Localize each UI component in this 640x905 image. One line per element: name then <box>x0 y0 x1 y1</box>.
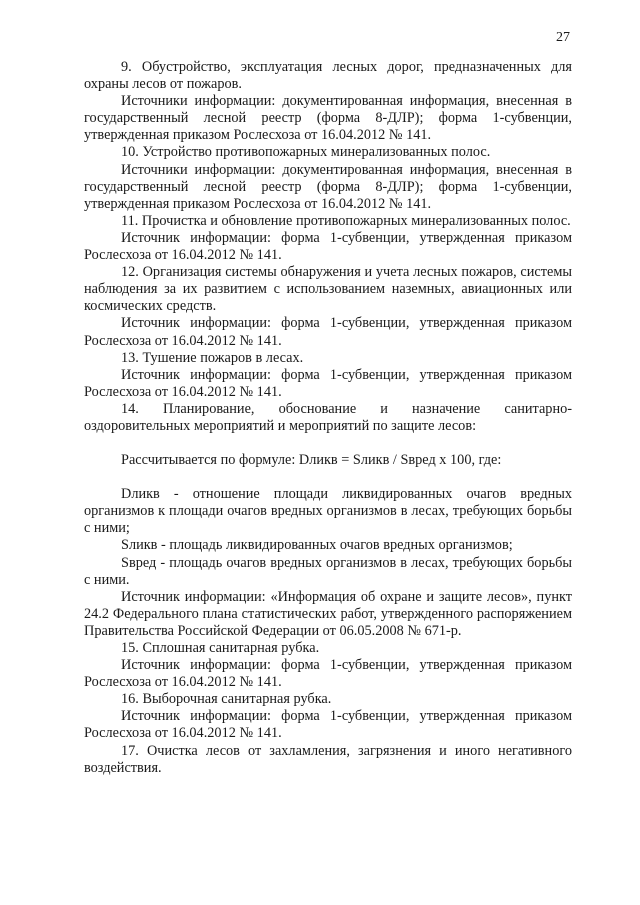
item-16: 16. Выборочная санитарная рубка. <box>121 691 332 708</box>
item-11: 11. Прочистка и обновление противопожарных минерализованных полос. <box>121 212 571 229</box>
source-14: Источник информации: «Информация об охране и защите лесов», пункт 24.2 Федерального плана статистических работ, утвержденного распоряжением Правительства Российской Федерации от 06.05.2008 № 671-р. <box>84 588 572 639</box>
source-12: Источник информации: форма 1-субвенции, утвержденная приказом Рослесхоза от 16.04.2012 № 141. <box>84 315 572 349</box>
item-9: 9. Обустройство, эксплуатация лесных дорог, предназначенных для охраны лесов от пожаров. <box>84 59 572 93</box>
item-17: 17. Очистка лесов от захламления, загрязнения и иного негативного воздействия. <box>84 742 572 776</box>
definition-svred: Sвред - площадь очагов вредных организмов в лесах, требующих борьбы с ними. <box>84 554 572 588</box>
source-11: Источник информации: форма 1-субвенции, утвержденная приказом Рослесхоза от 16.04.2012 № 141. <box>84 229 572 264</box>
page-number: 27 <box>556 30 570 45</box>
definition-slikv: Sликв - площадь ликвидированных очагов вредных организмов; <box>121 537 513 554</box>
source-16: Источник информации: форма 1-субвенции, утвержденная приказом Рослесхоза от 16.04.2012 № 141. <box>84 708 572 742</box>
document-body <box>84 59 572 777</box>
source-10: Источники информации: документированная информация, внесенная в государственный лесной реестр (форма 8-ДЛР); форма 1-субвенции, утвержденная приказом Рослесхоза от 16.04.2012 № 141. <box>84 161 572 212</box>
item-14: 14. Планирование, обоснование и назначение санитарно-оздоровительных мероприятий и мероприятий по защите лесов: <box>84 400 572 434</box>
item-15: 15. Сплошная санитарная рубка. <box>121 640 320 656</box>
item-12: 12. Организация системы обнаружения и учета лесных пожаров, системы наблюдения за их развитием с использованием наземных, авиационных или космических средств. <box>84 264 572 315</box>
definition-dlikv: Dликв - отношение площади ликвидированных очагов вредных организмов к площади очагов вредных организмов в лесах, требующих борьбы с ними; <box>84 486 572 537</box>
source-15: Источник информации: форма 1-субвенции, утвержденная приказом Рослесхоза от 16.04.2012 № 141. <box>84 657 572 691</box>
item-13: 13. Тушение пожаров в лесах. <box>121 349 304 366</box>
source-9: Источники информации: документированная информация, внесенная в государственный лесной реестр (форма 8-ДЛР); форма 1-субвенции, утвержденная приказом Рослесхоза от 16.04.2012 № 141. <box>84 93 572 144</box>
item-10: 10. Устройство противопожарных минерализованных полос. <box>121 144 491 161</box>
formula: Рассчитывается по формуле: Dликв = Sликв / Sвред х 100, где: <box>121 452 502 469</box>
source-13: Источник информации: форма 1-субвенции, утвержденная приказом Рослесхоза от 16.04.2012 № 141. <box>84 366 572 400</box>
